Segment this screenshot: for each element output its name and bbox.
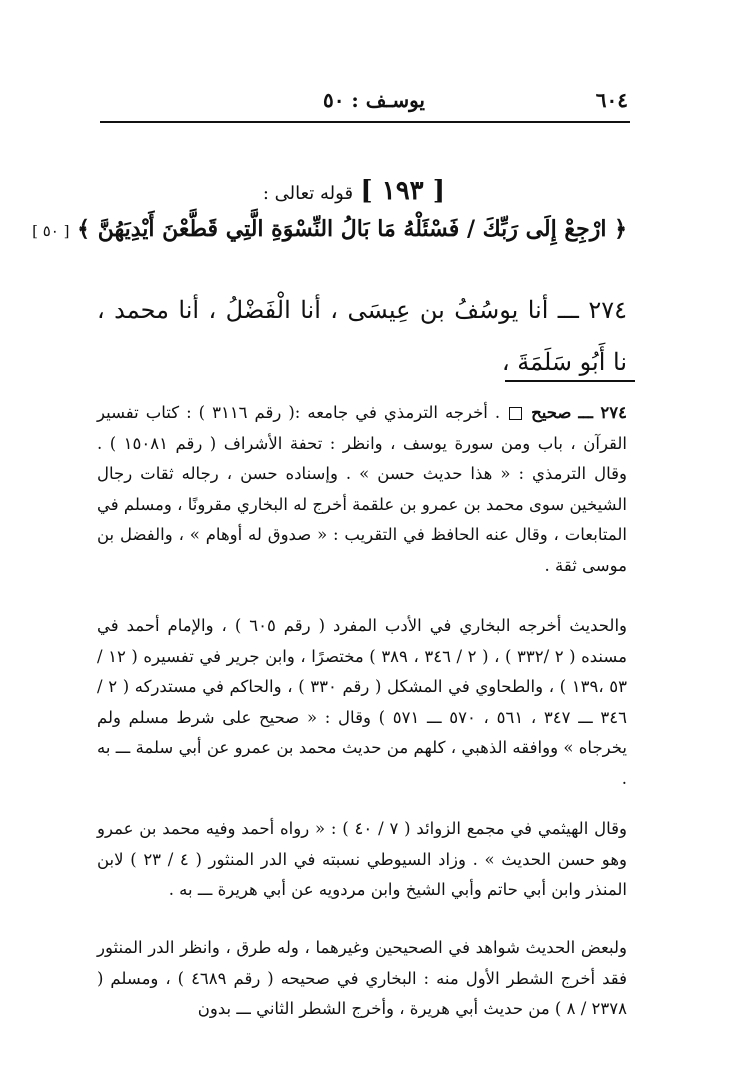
verse-heading-label: قوله تعالى : — [262, 183, 354, 204]
quran-verse-ref: [ ٥٠ ] — [32, 222, 70, 240]
page-number: ٦٠٤ — [595, 88, 628, 112]
hadith-grade: صحيح — [531, 403, 572, 422]
verse-heading-number: [ ١٩٣ ] — [360, 176, 445, 206]
footnote-paragraph-1-body: . أخرجه الترمذي في جامعه :( رقم ٣١١٦ ) : كتاب تفسير القرآن ، باب ومن سورة يوسف ، وانظر : تحفة الأشراف ( رقم ١٥٠٨١ ) . وقال الترمذي : « هذا حديث حسن » . وإسناده حسن ، رجاله ثقات رجال الشيخين سوى محمد بن عمرو بن علقمة أخرج له البخاري مقرونًا ، ومسلم في المتابعات ، وقال عنه الحافظ في التقريب : « صدوق له أوهام » ، والفضل بن موسى ثقة . — [97, 403, 627, 575]
quran-verse — [32, 216, 627, 242]
footnote-paragraph-1 — [97, 398, 627, 581]
hadith-text: ٢٧٤ ـــ أنا يوسُفُ بن عِيسَى ، أنا الْفَضْلُ ، أنا محمد ، نا أَبُو سَلَمَةَ ، — [97, 296, 627, 376]
footnote-rule — [505, 380, 635, 382]
square-symbol-icon — [509, 407, 522, 420]
verse-heading — [263, 176, 445, 206]
running-title: يوسـف : ٥٠ — [322, 88, 425, 112]
footnote-paragraph-4: ولبعض الحديث شواهد في الصحيحين وغيرهما ، وله طرق ، وانظر الدر المنثور فقد أخرج الشطر الأول منه : البخاري في صحيحه ( رقم ٤٦٨٩ ) ، ومسلم ( ٢٣٧٨ / ٨ ) من حديث أبي هريرة ، وأخرج الشطر الثاني ـــ بدون — [97, 938, 627, 1018]
quran-verse-text: ﴿ ارْجِعْ إِلَى رَبِّكَ / فَسْئَلْهُ مَا بَالُ النِّسْوَةِ الَّتِي قَطَّعْنَ أَيْدِيَهُنَّ ﴾ — [77, 216, 627, 242]
footnote-paragraph-3: وقال الهيثمي في مجمع الزوائد ( ٧ / ٤٠ ) : « رواه أحمد وفيه محمد بن عمرو وهو حسن الحديث » . وزاد السيوطي نسبته في الدر المنثور ( ٤ / ٢٣ ) لابن المنذر وابن أبي حاتم وأبي الشيخ وابن مردويه عن أبي هريرة ـــ به . — [97, 819, 627, 899]
footnote-number: ٢٧٤ ـــ — [578, 403, 627, 422]
footnote-paragraph-2: والحديث أخرجه البخاري في الأدب المفرد ( رقم ٦٠٥ ) ، والإمام أحمد في مسنده ( ٢ /٣٣٢ ) ، ( ٢ / ٣٤٦ ، ٣٨٩ ) مختصرًا ، وابن جرير في تفسيره ( ١٢ / ٥٣ ،١٣٩ ) ، والطحاوي في المشكل ( رقم ٣٣٠ ) ، والحاكم في مستدركه ( ٢ / ٣٤٦ ـــ ٣٤٧ ، ٥٦١ ، ٥٧٠ ـــ ٥٧١ ) وقال : « صحيح على شرط مسلم ولم يخرجاه » ووافقه الذهبي ، كلهم من حديث محمد بن عمرو عن أبي سلمة ـــ به . — [97, 616, 628, 788]
page-header — [100, 88, 630, 112]
header-rule — [100, 121, 630, 123]
